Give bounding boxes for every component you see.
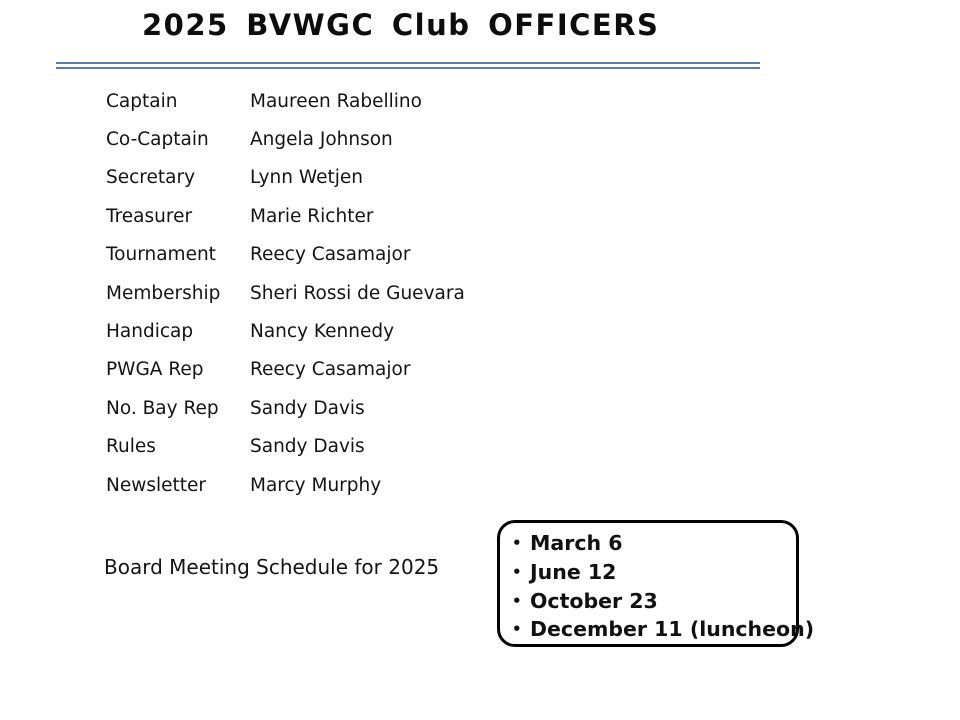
officer-role: Co-Captain bbox=[106, 129, 209, 151]
officer-name: Sheri Rossi de Guevara bbox=[250, 282, 465, 304]
officer-row-membership bbox=[106, 274, 465, 312]
officer-name: Lynn Wetjen bbox=[250, 167, 363, 189]
title-divider-bottom bbox=[56, 67, 760, 69]
officer-name: Sandy Davis bbox=[250, 436, 365, 458]
meeting-date: October 23 bbox=[530, 588, 658, 613]
officer-role: Captain bbox=[106, 90, 178, 112]
officer-name: Nancy Kennedy bbox=[250, 321, 395, 343]
bullet-icon: • bbox=[512, 620, 522, 639]
officer-row-rules bbox=[106, 428, 465, 466]
officer-row-secretary bbox=[106, 159, 465, 197]
officer-name: Marie Richter bbox=[250, 205, 374, 227]
officer-role: Membership bbox=[106, 282, 221, 304]
officer-row-newsletter bbox=[106, 466, 465, 504]
meeting-date-item bbox=[512, 615, 814, 644]
officer-name: Reecy Casamajor bbox=[250, 359, 411, 381]
page-title: 2025 BVWGC Club OFFICERS bbox=[142, 8, 660, 42]
officer-name: Sandy Davis bbox=[250, 397, 365, 419]
officer-row-tournament bbox=[106, 236, 465, 274]
meeting-dates-box bbox=[497, 520, 815, 647]
officer-row-pwga-rep bbox=[106, 351, 465, 389]
officer-list bbox=[106, 82, 465, 504]
meeting-dates-list bbox=[512, 529, 814, 644]
officer-role: Treasurer bbox=[106, 205, 193, 227]
bullet-icon: • bbox=[512, 534, 522, 553]
officer-role: Tournament bbox=[106, 244, 216, 266]
officer-name: Marcy Murphy bbox=[250, 474, 382, 496]
officer-role: Handicap bbox=[106, 321, 194, 343]
officer-role: No. Bay Rep bbox=[106, 397, 219, 419]
officer-row-co-captain bbox=[106, 120, 465, 158]
bullet-icon: • bbox=[512, 591, 522, 610]
meeting-date: June 12 bbox=[530, 560, 617, 585]
officer-role: PWGA Rep bbox=[106, 359, 204, 381]
officer-role: Rules bbox=[106, 436, 156, 458]
officer-role: Secretary bbox=[106, 167, 196, 189]
bullet-icon: • bbox=[512, 563, 522, 582]
officer-row-treasurer bbox=[106, 197, 465, 235]
officer-name: Angela Johnson bbox=[250, 129, 393, 151]
officer-name: Reecy Casamajor bbox=[250, 244, 411, 266]
officer-role: Newsletter bbox=[106, 474, 207, 496]
meeting-date-item bbox=[512, 586, 814, 615]
officer-name: Maureen Rabellino bbox=[250, 90, 422, 112]
meeting-date-item bbox=[512, 529, 814, 558]
officer-row-handicap bbox=[106, 312, 465, 350]
officer-row-captain bbox=[106, 82, 465, 120]
title-divider-top bbox=[56, 62, 760, 64]
board-meeting-schedule-label: Board Meeting Schedule for 2025 bbox=[104, 555, 440, 579]
officer-row-no-bay-rep bbox=[106, 389, 465, 427]
meeting-date-item bbox=[512, 558, 814, 587]
meeting-date: December 11 (luncheon) bbox=[530, 617, 815, 642]
meeting-date: March 6 bbox=[530, 531, 623, 556]
